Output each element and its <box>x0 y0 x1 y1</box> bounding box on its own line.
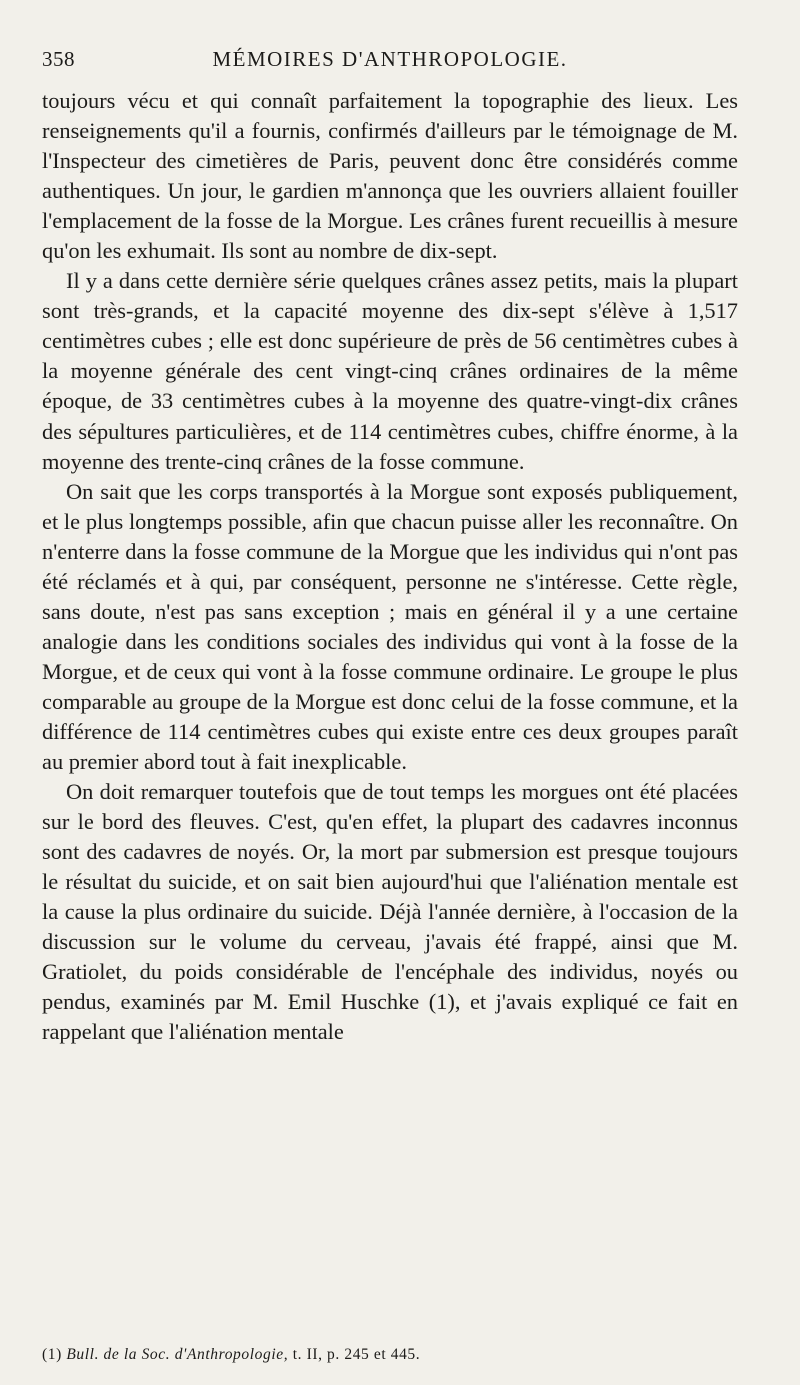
page-header <box>42 47 738 77</box>
paragraph-1: toujours vécu et qui connaît parfaitement la topographie des lieux. Les renseignements qu'il a fournis, confirmés d'ailleurs par le témoignage de M. l'Inspecteur des cimetières de Paris, peuvent donc être considérés comme authentiques. Un jour, le gardien m'annonça que les ouvriers allaient fouiller l'emplacement de la fosse de la Morgue. Les crânes furent recueillis à mesure qu'on les exhumait. Ils sont au nombre de dix-sept. <box>42 88 738 264</box>
footnote-marker: (1) <box>42 1346 62 1363</box>
page-number: 358 <box>42 47 75 71</box>
footnote-reference: t. II, p. 245 et 445. <box>292 1346 421 1363</box>
footnote-source: Bull. de la Soc. d'Anthropologie, <box>66 1346 289 1363</box>
paragraph-3: On sait que les corps transportés à la Morgue sont exposés publiquement, et le plus longtemps possible, afin que chacun puisse aller les reconnaître. On n'enterre dans la fosse commune de la Morgue que les individus qui n'ont pas été réclamés et à qui, par conséquent, personne ne s'intéresse. Cette règle, sans doute, n'est pas sans exception ; mais en général il y a une certaine analogie dans les conditions sociales des individus qui vont à la fosse de la Morgue, et de ceux qui vont à la fosse commune ordinaire. Le groupe le plus comparable au groupe de la Morgue est donc celui de la fosse commune, et la différence de 114 centimètres cubes qui existe entre ces deux groupes paraît au premier abord tout à fait inexplicable. <box>42 478 738 775</box>
paragraph-4: On doit remarquer toutefois que de tout temps les morgues ont été placées sur le bord des fleuves. C'est, qu'en effet, la plupart des cadavres inconnus sont des cadavres de noyés. Or, la mort par submersion est presque toujours le résultat du suicide, et on sait bien aujourd'hui que l'aliénation mentale est la cause la plus ordinaire du suicide. Déjà l'année dernière, à l'occasion de la discussion sur le volume du cerveau, j'avais été frappé, ainsi que M. Gratiolet, du poids considérable de l'encéphale des individus, noyés ou pendus, examinés par M. Emil Huschke (1), et j'avais expliqué ce fait en rappelant que l'aliénation mentale <box>42 779 738 1045</box>
footnote <box>42 1345 738 1365</box>
running-head: MÉMOIRES D'ANTHROPOLOGIE. <box>212 47 568 71</box>
body-text <box>42 86 738 1048</box>
paragraph-2: Il y a dans cette dernière série quelques crânes assez petits, mais la plupart sont très-grands, et la capacité moyenne des dix-sept s'élève à 1,517 centimètres cubes ; elle est donc supérieure de près de 56 centimètres cubes à la moyenne générale des cent vingt-cinq crânes ordinaires de la même époque, de 33 centimètres cubes à la moyenne des quatre-vingt-dix crânes des sépultures particulières, et de 114 centimètres cubes, chiffre énorme, à la moyenne des trente-cinq crânes de la fosse commune. <box>42 268 738 474</box>
